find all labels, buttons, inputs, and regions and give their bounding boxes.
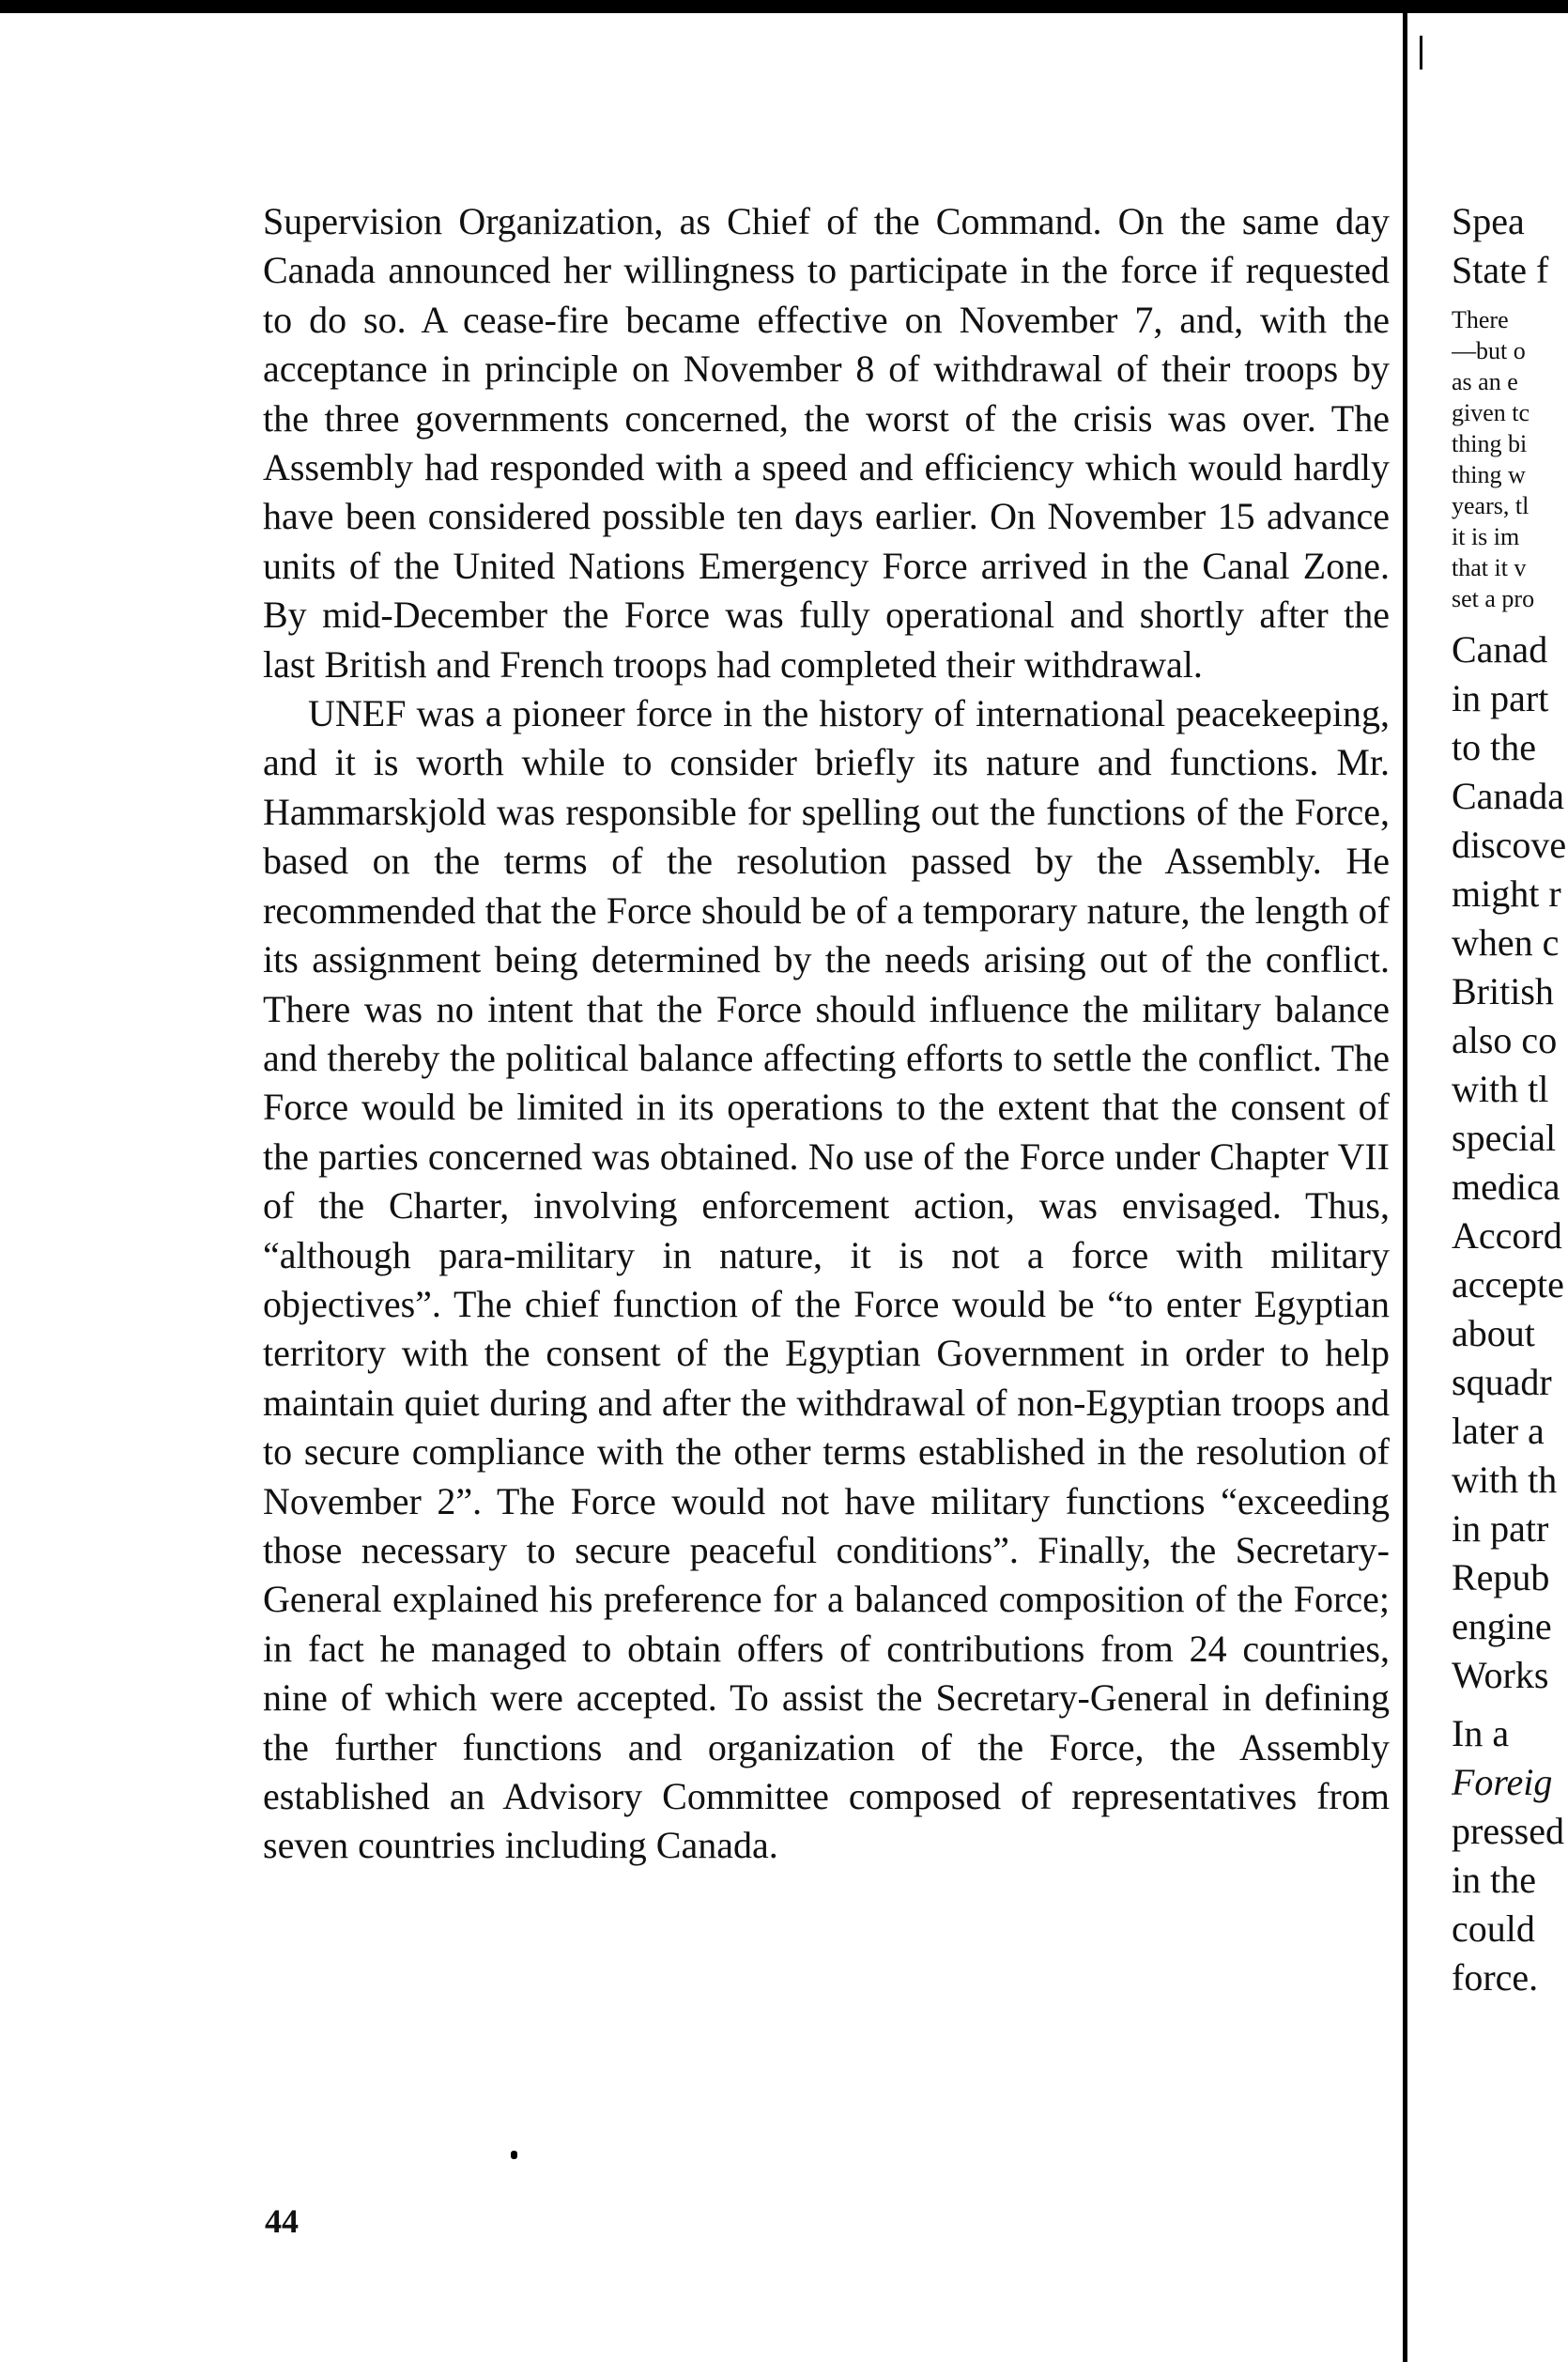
right-page-quote-line: as an e	[1452, 368, 1518, 395]
right-page-line: might r	[1452, 872, 1561, 915]
paragraph-unef-functions: UNEF was a pioneer force in the history of international peacekeeping, and it is worth while to consider briefly its nature and functions. Mr. Hammarskjold was responsible for spelling out the functions of the Force, based on the terms of the resolution passed by the Assembly. He recommended that the Force should be of a temporary nature, the length of its assignment being determined by the needs arising out of the conflict. There was no intent that the Force should influence the military balance and thereby the political balance affecting efforts to settle the conflict. The Force would be limited in its operations to the extent that the consent of the parties concerned was obtained. No use of the Force under Chapter VII of the Charter, involving enforcement action, was envisaged. Thus, “although para-military in nature, it is not a force with military objectives”. The chief function of the Force would be “to enter Egyptian territory with the consent of the Egyptian Government in order to help maintain quiet during and after the withdrawal of non-Egyptian troops and to secure compliance with the other terms established in the resolution of November 2”. The Force would not have military functions “exceeding those necessary to secure peaceful conditions”. Finally, the Secretary-General explained his preference for a balanced composition of the Force; in fact he managed to obtain offers of contributions from 24 countries, nine of which were accepted. To assist the Secretary-General in defining the further functions and organization of the Force, the Assembly established an Advisory Committee composed of representatives from seven countries including Canada.	[263, 692, 1390, 1867]
right-page-line: about	[1452, 1312, 1535, 1354]
right-page-line: special	[1452, 1117, 1557, 1159]
right-page-line: Foreig	[1452, 1761, 1553, 1803]
right-page-line: British	[1452, 970, 1554, 1012]
right-page-line: Canad	[1452, 628, 1548, 671]
right-page-line: medica	[1452, 1166, 1560, 1208]
right-page-quote-line: years, tl	[1452, 492, 1530, 519]
right-page-line: Canada	[1452, 775, 1564, 817]
right-page-line: with tl	[1452, 1068, 1549, 1110]
right-page-line: Spea	[1452, 200, 1525, 242]
right-page-quote-line: given tc	[1452, 399, 1530, 426]
right-page-fragment	[1452, 197, 1568, 2002]
right-page-quote-line: set a pro	[1452, 585, 1535, 612]
book-gutter-line	[1403, 13, 1407, 2362]
page-number: 44	[265, 2202, 299, 2240]
scan-top-border	[0, 0, 1568, 13]
right-page-quote-line: There	[1452, 306, 1509, 333]
right-page-line: Works	[1452, 1654, 1549, 1696]
right-page-line: force.	[1452, 1956, 1539, 1999]
right-page-quote-line: thing bi	[1452, 430, 1528, 457]
right-page-line: squadr	[1452, 1361, 1552, 1403]
right-page-line: when c	[1452, 921, 1560, 964]
right-page-line: Repub	[1452, 1556, 1550, 1598]
right-page-line: In a	[1452, 1712, 1510, 1754]
right-page-line: also co	[1452, 1019, 1558, 1061]
right-page-line: pressed	[1452, 1810, 1564, 1852]
right-page-line: accepte	[1452, 1263, 1564, 1305]
right-page-quote-line: it is im	[1452, 523, 1520, 550]
left-page-text	[263, 197, 1390, 1871]
right-page-line: in patr	[1452, 1507, 1549, 1550]
right-page-line: with th	[1452, 1459, 1558, 1501]
right-page-quote-line: —but o	[1452, 337, 1526, 364]
paragraph-ceasefire: Supervision Organization, as Chief of the Command. On the same day Canada announced her willingness to participate in the force if requested to do so. A cease-fire became effective on November 7, and, with the acceptance in principle on November 8 of withdrawal of their troops by the three governments concerned, the worst of the crisis was over. The Assembly had responded with a speed and efficiency which would hardly have been considered possible ten days earlier. On November 15 advance units of the United Nations Emergency Force arrived in the Canal Zone. By mid-December the Force was fully operational and shortly after the last British and French troops had completed their withdrawal.	[263, 200, 1390, 686]
ink-speck	[511, 2151, 517, 2159]
right-page-line: State f	[1452, 249, 1549, 291]
right-page-line: discove	[1452, 824, 1567, 866]
right-page-line: in part	[1452, 677, 1549, 719]
right-page-line: could	[1452, 1907, 1535, 1950]
right-page-line: in the	[1452, 1859, 1536, 1901]
right-page-line: engine	[1452, 1605, 1552, 1647]
right-page-line: to the	[1452, 726, 1536, 768]
right-page-quote-line: thing w	[1452, 461, 1526, 488]
right-page-quote-line: that it v	[1452, 554, 1527, 581]
right-page-line: Accord	[1452, 1214, 1562, 1257]
right-page-line: later a	[1452, 1410, 1545, 1452]
gutter-mark	[1420, 36, 1422, 69]
